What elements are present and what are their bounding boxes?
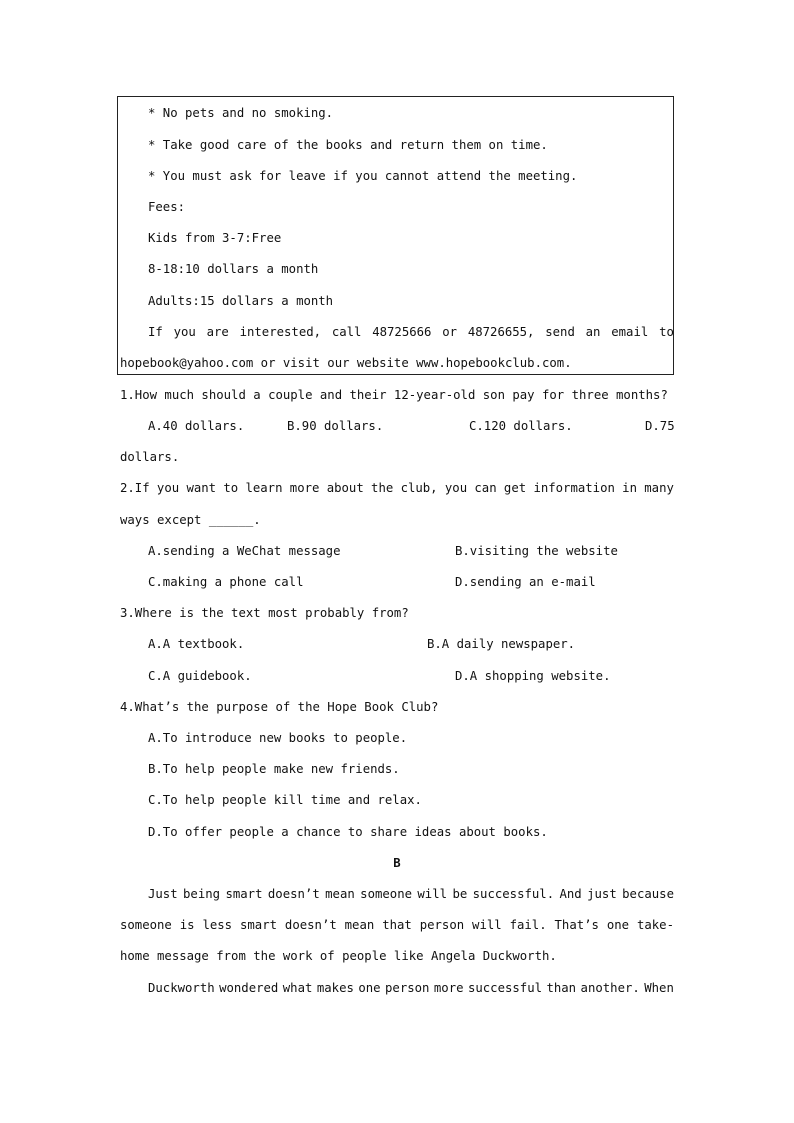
q2-option-c: C.making a phone call — [148, 575, 304, 589]
word: just — [587, 887, 617, 901]
q4-stem: 4.What’s the purpose of the Hope Book Club? — [120, 700, 439, 714]
word: than — [546, 981, 577, 995]
word: being — [183, 887, 221, 901]
word: email — [611, 325, 649, 339]
word: smart — [225, 887, 263, 901]
word: in — [622, 481, 637, 495]
q3-option-a: A.A textbook. — [148, 637, 245, 651]
word: information — [533, 481, 615, 495]
q1-stem: 1.How much should a couple and their 12-year-old son pay for three months? — [120, 388, 668, 402]
word: If — [148, 325, 163, 339]
word: mean — [344, 918, 375, 932]
passage-b-p1-line-2 — [120, 917, 674, 933]
word: because — [622, 887, 674, 901]
q4-option-d: D.To offer people a chance to share ideas about books. — [148, 825, 548, 839]
fees-title: Fees: — [148, 200, 186, 214]
word: another. — [580, 981, 640, 995]
word: person — [419, 918, 465, 932]
phone-number-1: 48725666 — [372, 325, 432, 339]
word: interested, — [239, 325, 322, 339]
fee-teens: 8-18:10 dollars a month — [148, 262, 319, 276]
word: you — [173, 325, 196, 339]
passage-b-p2-line-1 — [148, 980, 674, 996]
word: 2.If — [120, 481, 150, 495]
word: Duckworth — [148, 981, 215, 995]
word: can — [474, 481, 497, 495]
word: And — [559, 887, 582, 901]
word: or — [442, 325, 458, 339]
word: one — [606, 918, 630, 932]
word: is — [179, 918, 195, 932]
passage-b-p1-line-3: home message from the work of people like Angela Duckworth. — [120, 949, 557, 963]
word: When — [644, 981, 674, 995]
word: successful. — [472, 887, 555, 901]
word: wondered — [219, 981, 279, 995]
word: call — [331, 325, 362, 339]
q3-option-c: C.A guidebook. — [148, 669, 252, 683]
word: less — [202, 918, 233, 932]
rule-ask-leave: * You must ask for leave if you cannot attend the meeting. — [148, 169, 578, 183]
word: more — [289, 481, 320, 495]
rule-no-pets: * No pets and no smoking. — [148, 106, 334, 120]
word: are — [206, 325, 229, 339]
word: will — [472, 918, 502, 932]
word: what — [282, 981, 313, 995]
q1-option-b: B.90 dollars. — [287, 419, 384, 433]
q2-stem-line-2: ways except ______. — [120, 513, 261, 527]
rule-care-books: * Take good care of the books and return them on time. — [148, 138, 548, 152]
word: more — [433, 981, 464, 995]
passage-b-p1-line-1 — [148, 886, 674, 902]
q3-stem: 3.Where is the text most probably from? — [120, 606, 409, 620]
word: fail. — [509, 918, 547, 932]
fee-kids: Kids from 3-7:Free — [148, 231, 282, 245]
word: you — [156, 481, 180, 495]
word: doesn’t — [267, 887, 320, 901]
q1-option-d-cont: dollars. — [120, 450, 180, 464]
word: about — [326, 481, 364, 495]
word: someone — [120, 918, 172, 932]
q4-option-a: A.To introduce new books to people. — [148, 731, 408, 745]
contact-line-1 — [148, 324, 674, 340]
word: That’s — [554, 918, 599, 932]
q2-option-a: A.sending a WeChat message — [148, 544, 341, 558]
q1-option-d: D.75 — [645, 419, 675, 433]
word: will — [417, 887, 448, 901]
word: person — [385, 981, 430, 995]
word: to — [659, 325, 674, 339]
contact-line-2: hopebook@yahoo.com or visit our website www.hopebookclub.com. — [120, 356, 572, 370]
word: many — [644, 481, 674, 495]
q3-option-b: B.A daily newspaper. — [427, 637, 576, 651]
fee-adults: Adults:15 dollars a month — [148, 294, 334, 308]
word: learn — [245, 481, 283, 495]
word: that — [382, 918, 412, 932]
q2-option-b: B.visiting the website — [455, 544, 618, 558]
word: you — [444, 481, 468, 495]
word: doesn’t — [284, 918, 337, 932]
word: smart — [239, 918, 278, 932]
word: mean — [325, 887, 355, 901]
word: Just — [148, 887, 178, 901]
word: send — [545, 325, 575, 339]
word: be — [452, 887, 468, 901]
q1-option-a: A.40 dollars. — [148, 419, 245, 433]
q3-option-d: D.A shopping website. — [455, 669, 611, 683]
q4-option-c: C.To help people kill time and relax. — [148, 793, 422, 807]
word: to — [223, 481, 239, 495]
word: someone — [360, 887, 412, 901]
word: club, — [400, 481, 438, 495]
word: makes — [316, 981, 354, 995]
section-heading-b: B — [393, 856, 401, 870]
q2-option-d: D.sending an e-mail — [455, 575, 596, 589]
phone-number-2: 48726655, — [467, 325, 535, 339]
word: want — [186, 481, 217, 495]
word: successful — [467, 981, 543, 995]
word: an — [585, 325, 601, 339]
q1-option-c: C.120 dollars. — [469, 419, 573, 433]
word: one — [358, 981, 381, 995]
q4-option-b: B.To help people make new friends. — [148, 762, 400, 776]
q2-stem-line-1 — [120, 480, 674, 496]
word: take- — [636, 918, 674, 932]
word: the — [371, 481, 394, 495]
word: get — [503, 481, 527, 495]
